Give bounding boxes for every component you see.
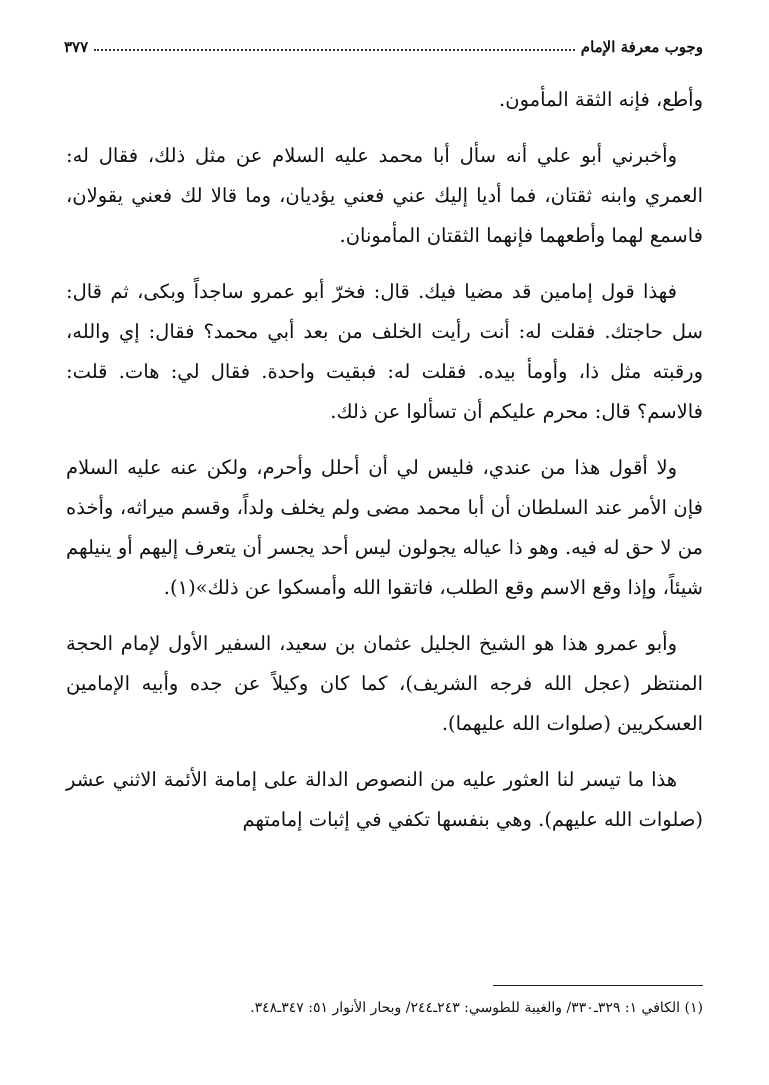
header-title: وجوب معرفة الإمام (580, 38, 703, 56)
paragraph-2: وأخبرني أبو علي أنه سأل أبا محمد عليه السلام عن مثل ذلك، فقال له: العمري وابنه ثقتان، فما أديا إليك عني فعني يؤديان، وما قالا لك فعني يقولان، فاسمع لهما وأطعهما فإنهما الثقتان المأمونان. (66, 144, 703, 247)
running-header (64, 30, 703, 56)
paragraph-3: فهذا قول إمامين قد مضيا فيك. قال: فخرّ أبو عمرو ساجداً وبكى، ثم قال: سل حاجتك. فقلت له: أنت رأيت الخلف من بعد أبي محمد؟ فقال: إي والله، ورقبته مثل ذا، وأومأ بيده. فقلت له: فبقيت واحدة. فقال لي: هات. قلت: فالاسم؟ قال: محرم عليكم أن تسألوا عن ذلك. (66, 280, 703, 423)
page-number: ٣٧٧ (64, 38, 89, 56)
body-text (66, 80, 703, 856)
paragraph-1: وأطع، فإنه الثقة المأمون. (499, 88, 703, 111)
footnote: (١) الكافي ١: ٣٢٩ـ٣٣٠/ والغيبة للطوسي: ٢٤٣ـ٢٤٤/ وبحار الأنوار ٥١: ٣٤٧ـ٣٤٨. (250, 1000, 703, 1016)
paragraph-5: وأبو عمرو هذا هو الشيخ الجليل عثمان بن سعيد، السفير الأول لإمام الحجة المنتظر (عجل الله فرجه الشريف)، كما كان وكيلاً عن جده وأبيه الإمامين العسكريين (صلوات الله عليهما). (66, 632, 703, 735)
footnote-separator (493, 985, 703, 986)
paragraph-6: هذا ما تيسر لنا العثور عليه من النصوص الدالة على إمامة الأئمة الاثني عشر (صلوات الله عليهم). وهي بنفسها تكفي في إثبات إمامتهم (66, 768, 703, 831)
header-dot-leader (94, 49, 575, 51)
paragraph-4: ولا أقول هذا من عندي، فليس لي أن أحلل وأحرم، ولكن عنه عليه السلام فإن الأمر عند السلطان أن أبا محمد مضى ولم يخلف ولداً، وقسم ميراثه، وأخذه من لا حق له فيه. وهو ذا عياله يجولون ليس أحد يجسر أن يتعرف إليهم أو ينيلهم شيئاً، وإذا وقع الاسم وقع الطلب، فاتقوا الله وأمسكوا عن ذلك»(١). (66, 456, 703, 599)
